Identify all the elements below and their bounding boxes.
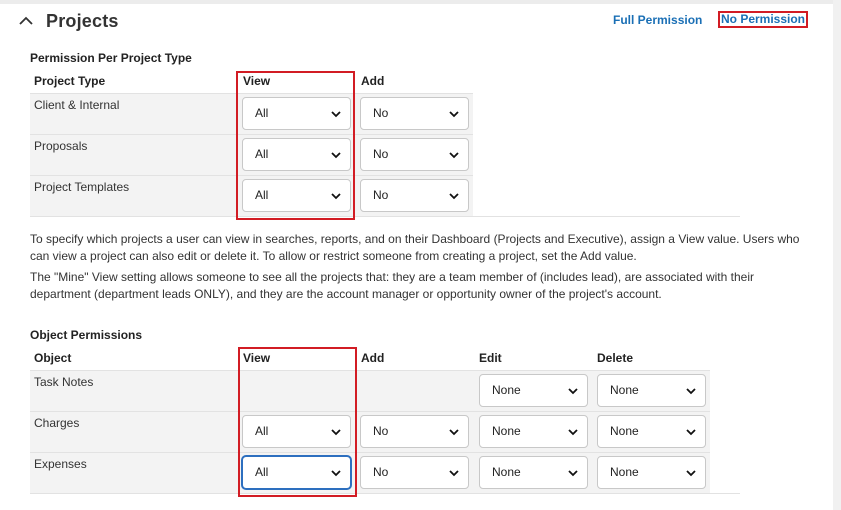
chevron-down-icon [448, 149, 460, 161]
select-value: No [373, 465, 389, 479]
divider [30, 216, 740, 217]
project-type-section-title: Permission Per Project Type [30, 51, 192, 65]
scrollbar-track[interactable] [833, 0, 841, 510]
select-value: All [255, 147, 269, 161]
select-value: No [373, 188, 389, 202]
expenses-add-select[interactable] [360, 456, 469, 489]
chevron-down-icon [448, 108, 460, 120]
select-value: All [255, 424, 269, 438]
select-value: All [255, 188, 269, 202]
object-permissions-section-title: Object Permissions [30, 328, 143, 342]
client-internal-view-select[interactable] [242, 97, 351, 130]
col-header-view: View [243, 351, 271, 365]
divider [30, 493, 740, 494]
select-value: None [610, 383, 639, 397]
chevron-down-icon [567, 467, 579, 479]
expenses-delete-select[interactable] [597, 456, 706, 489]
task-notes-delete-select[interactable] [597, 374, 706, 407]
col-header-object: Object [34, 351, 72, 365]
chevron-down-icon [448, 190, 460, 202]
expenses-edit-select[interactable] [479, 456, 588, 489]
charges-delete-select[interactable] [597, 415, 706, 448]
help-text-mine: The "Mine" View setting allows someone to see all the projects that: they are a team member of (includes lead), are associated with their department (department leads ONLY), and they are the account manager or opportunity owner of the project's account. [30, 270, 754, 301]
chevron-down-icon [448, 467, 460, 479]
select-value: None [492, 424, 521, 438]
section-header[interactable] [18, 8, 119, 34]
proposals-add-select[interactable] [360, 138, 469, 171]
row-label-client-internal: Client & Internal [34, 98, 120, 112]
chevron-down-icon [685, 426, 697, 438]
charges-view-select[interactable] [242, 415, 351, 448]
row-label-charges: Charges [34, 416, 80, 430]
chevron-down-icon [685, 385, 697, 397]
expenses-view-select[interactable] [242, 456, 351, 489]
task-notes-edit-select[interactable] [479, 374, 588, 407]
chevron-down-icon [567, 426, 579, 438]
select-value: No [373, 424, 389, 438]
select-value: None [492, 465, 521, 479]
chevron-down-icon [330, 426, 342, 438]
charges-add-select[interactable] [360, 415, 469, 448]
select-value: All [255, 106, 269, 120]
col-header-view: View [243, 74, 271, 88]
select-value: No [373, 106, 389, 120]
col-header-add: Add [361, 351, 385, 365]
col-header-delete: Delete [597, 351, 634, 365]
help-text-view-add: To specify which projects a user can view in searches, reports, and on their Dashboard (Projects and Executive), assign a View value. Users who can view a project can also edit or delete it. To allow or restrict someone from creating a project, set the Add value. [30, 232, 800, 263]
client-internal-add-select[interactable] [360, 97, 469, 130]
chevron-down-icon [330, 108, 342, 120]
col-header-add: Add [361, 74, 385, 88]
full-permission-link[interactable]: Full Permission [613, 13, 703, 27]
select-value: None [610, 465, 639, 479]
row-label-task-notes: Task Notes [34, 375, 94, 389]
col-header-edit: Edit [479, 351, 502, 365]
col-header-project-type: Project Type [34, 74, 106, 88]
project-templates-view-select[interactable] [242, 179, 351, 212]
no-permission-link[interactable]: No Permission [718, 11, 808, 28]
row-label-project-templates: Project Templates [34, 180, 130, 194]
select-value: None [492, 383, 521, 397]
select-value: All [255, 465, 269, 479]
chevron-down-icon [685, 467, 697, 479]
proposals-view-select[interactable] [242, 138, 351, 171]
row-label-expenses: Expenses [34, 457, 87, 471]
charges-edit-select[interactable] [479, 415, 588, 448]
chevron-down-icon [448, 426, 460, 438]
row-label-proposals: Proposals [34, 139, 88, 153]
chevron-up-icon[interactable] [18, 13, 34, 29]
select-value: None [610, 424, 639, 438]
chevron-down-icon [330, 190, 342, 202]
select-value: No [373, 147, 389, 161]
top-strip [0, 0, 841, 4]
chevron-down-icon [330, 467, 342, 479]
chevron-down-icon [567, 385, 579, 397]
page-title: Projects [46, 10, 119, 31]
chevron-down-icon [330, 149, 342, 161]
project-templates-add-select[interactable] [360, 179, 469, 212]
